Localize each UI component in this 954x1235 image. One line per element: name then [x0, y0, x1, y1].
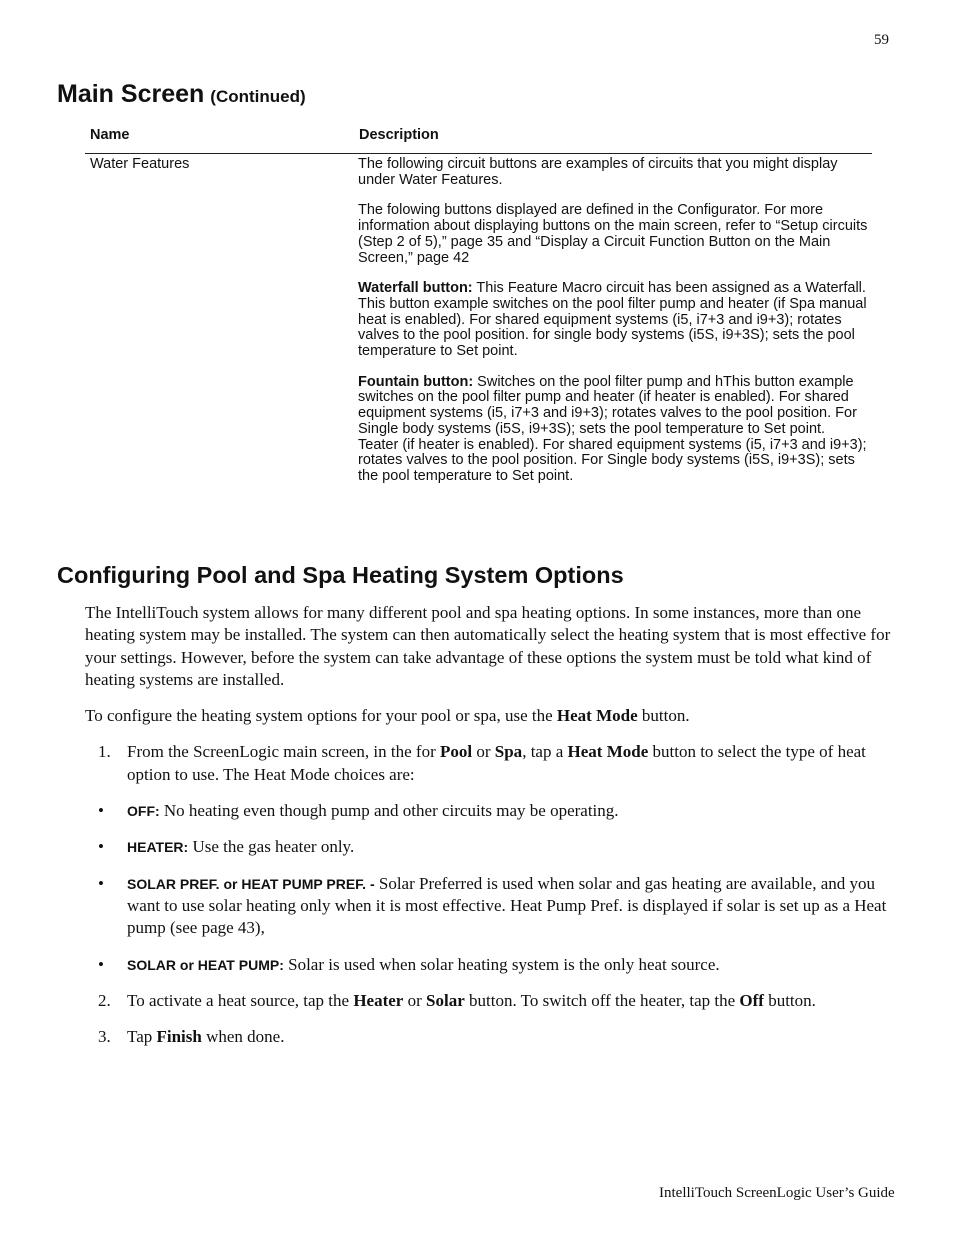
bullet-text: Solar is used when solar heating system is the only heat source. — [283, 954, 720, 974]
bullet-marker: • — [98, 873, 104, 893]
bullet-text: No heating even though pump and other circuits may be operating. — [159, 801, 619, 821]
config-section-heading: Configuring Pool and Spa Heating System Options — [57, 562, 624, 588]
bullet-heater — [85, 836, 899, 858]
intro-paragraph: The IntelliTouch system allows for many different pool and spa heating options. In some instances, more than one heating system may be installed. The system can then automatically select the heating system that is most effective for your settings. However, before the system can take advantage of these options the system must be told what kind of heating systems are installed. — [85, 603, 891, 689]
main-screen-heading — [57, 80, 306, 109]
step-text: To activate a heat source, tap the — [127, 990, 354, 1010]
pool-term: Pool — [439, 742, 473, 762]
table-row — [85, 154, 872, 485]
step-text: or — [472, 742, 495, 762]
feature-table — [85, 127, 872, 500]
main-screen-subtitle: (Continued) — [210, 87, 306, 106]
step-text: Tap — [127, 1027, 157, 1047]
page-number: 59 — [874, 32, 889, 48]
bullet-text: Solar Preferred is used when solar and gas heating are available, and you want to use solar heating only when it is most effective. Heat Pump Pref. is displayed if solar is set up as a Heat pump (see page 43), — [127, 873, 887, 938]
bullet-label: SOLAR or HEAT PUMP: — [127, 956, 284, 973]
bullet-solar-pref — [85, 873, 899, 940]
off-term: Off — [739, 990, 764, 1010]
footer-guide-title: IntelliTouch ScreenLogic User’s Guide — [659, 1185, 895, 1201]
description-paragraph: The folowing buttons displayed are defined in the Configurator. For more information about displaying buttons on the main screen, refer to “Setup circuits (Step 2 of 5),” page 35 and “Display a Circuit Function Button on the Main Screen,” page 42 — [358, 202, 868, 266]
step-3 — [85, 1026, 899, 1048]
bullet-marker: • — [98, 837, 104, 857]
configure-text-end: button. — [637, 706, 690, 726]
bullet-off — [85, 800, 899, 822]
step-text: button. To switch off the heater, tap the — [464, 990, 740, 1010]
feature-description-cell — [358, 154, 868, 485]
bullet-label: HEATER: — [127, 839, 189, 856]
bullet-label: OFF: — [127, 803, 160, 820]
configure-paragraph — [85, 705, 899, 727]
step-2 — [85, 990, 899, 1012]
waterfall-label: Waterfall button: — [358, 280, 473, 297]
heater-term: Heater — [353, 990, 404, 1010]
name-column-header: Name — [90, 127, 130, 143]
bullet-solar — [85, 954, 899, 976]
main-screen-title: Main Screen — [57, 80, 205, 108]
bullet-text: Use the gas heater only. — [188, 837, 355, 857]
step-text: button to select the type of heat option to use. The Heat Mode choices are: — [127, 742, 866, 784]
step-number: 3. — [98, 1027, 111, 1047]
description-paragraph: The following circuit buttons are examples of circuits that you might display under Water Features. — [358, 156, 838, 188]
configure-text: To configure the heating system options for your pool or spa, use the — [85, 706, 557, 726]
bullet-label: SOLAR PREF. or HEAT PUMP PREF. - — [127, 875, 375, 892]
fountain-description — [358, 375, 868, 485]
step-text: From the ScreenLogic main screen, in the for — [127, 742, 440, 762]
bullet-marker: • — [98, 954, 104, 974]
step-text: when done. — [201, 1027, 285, 1047]
bullet-marker: • — [98, 801, 104, 821]
table-header-row — [85, 127, 872, 154]
feature-name-cell: Water Features — [90, 156, 190, 172]
step-text: button. — [763, 990, 816, 1010]
config-section-body — [85, 602, 899, 1062]
fountain-text: Switches on the pool filter pump and hThis button example switches on the pool filter pump and heater (if heater is enabled). For shared equipment systems (i5, i7+3 and i9+3); rotates valves to the pool position. For Single body systems (i5S, i9+3S); sets the pool temperature to Set point. Teater (if heater is enabled). For shared equipment systems (i5, i7+3 and i9+3); rotates valves to the pool position. For Single body systems (i5S, i9+3S); sets the pool temperature to Set point. — [358, 373, 867, 484]
spa-term: Spa — [494, 742, 523, 762]
waterfall-text: This Feature Macro circuit has been assigned as a Waterfall. This button example switches on the pool filter pump and heater (if Spa manual heat is enabled). For shared equipment systems (i5, i7+3 and i9+3); rotates valves to the pool position. for single body systems (i5S, i9+3S); sets the pool temperature to Set point. — [358, 280, 867, 360]
step-text: , tap a — [522, 742, 568, 762]
description-column-header: Description — [359, 127, 439, 143]
step-number: 2. — [98, 990, 111, 1010]
step-1 — [85, 741, 899, 786]
step-number: 1. — [98, 742, 111, 762]
waterfall-description — [358, 281, 868, 360]
finish-term: Finish — [156, 1027, 202, 1047]
fountain-label: Fountain button: — [358, 373, 474, 390]
solar-term: Solar — [426, 990, 465, 1010]
heat-mode-term: Heat Mode — [556, 706, 638, 726]
step-text: or — [403, 990, 427, 1010]
heat-mode-term: Heat Mode — [567, 742, 649, 762]
